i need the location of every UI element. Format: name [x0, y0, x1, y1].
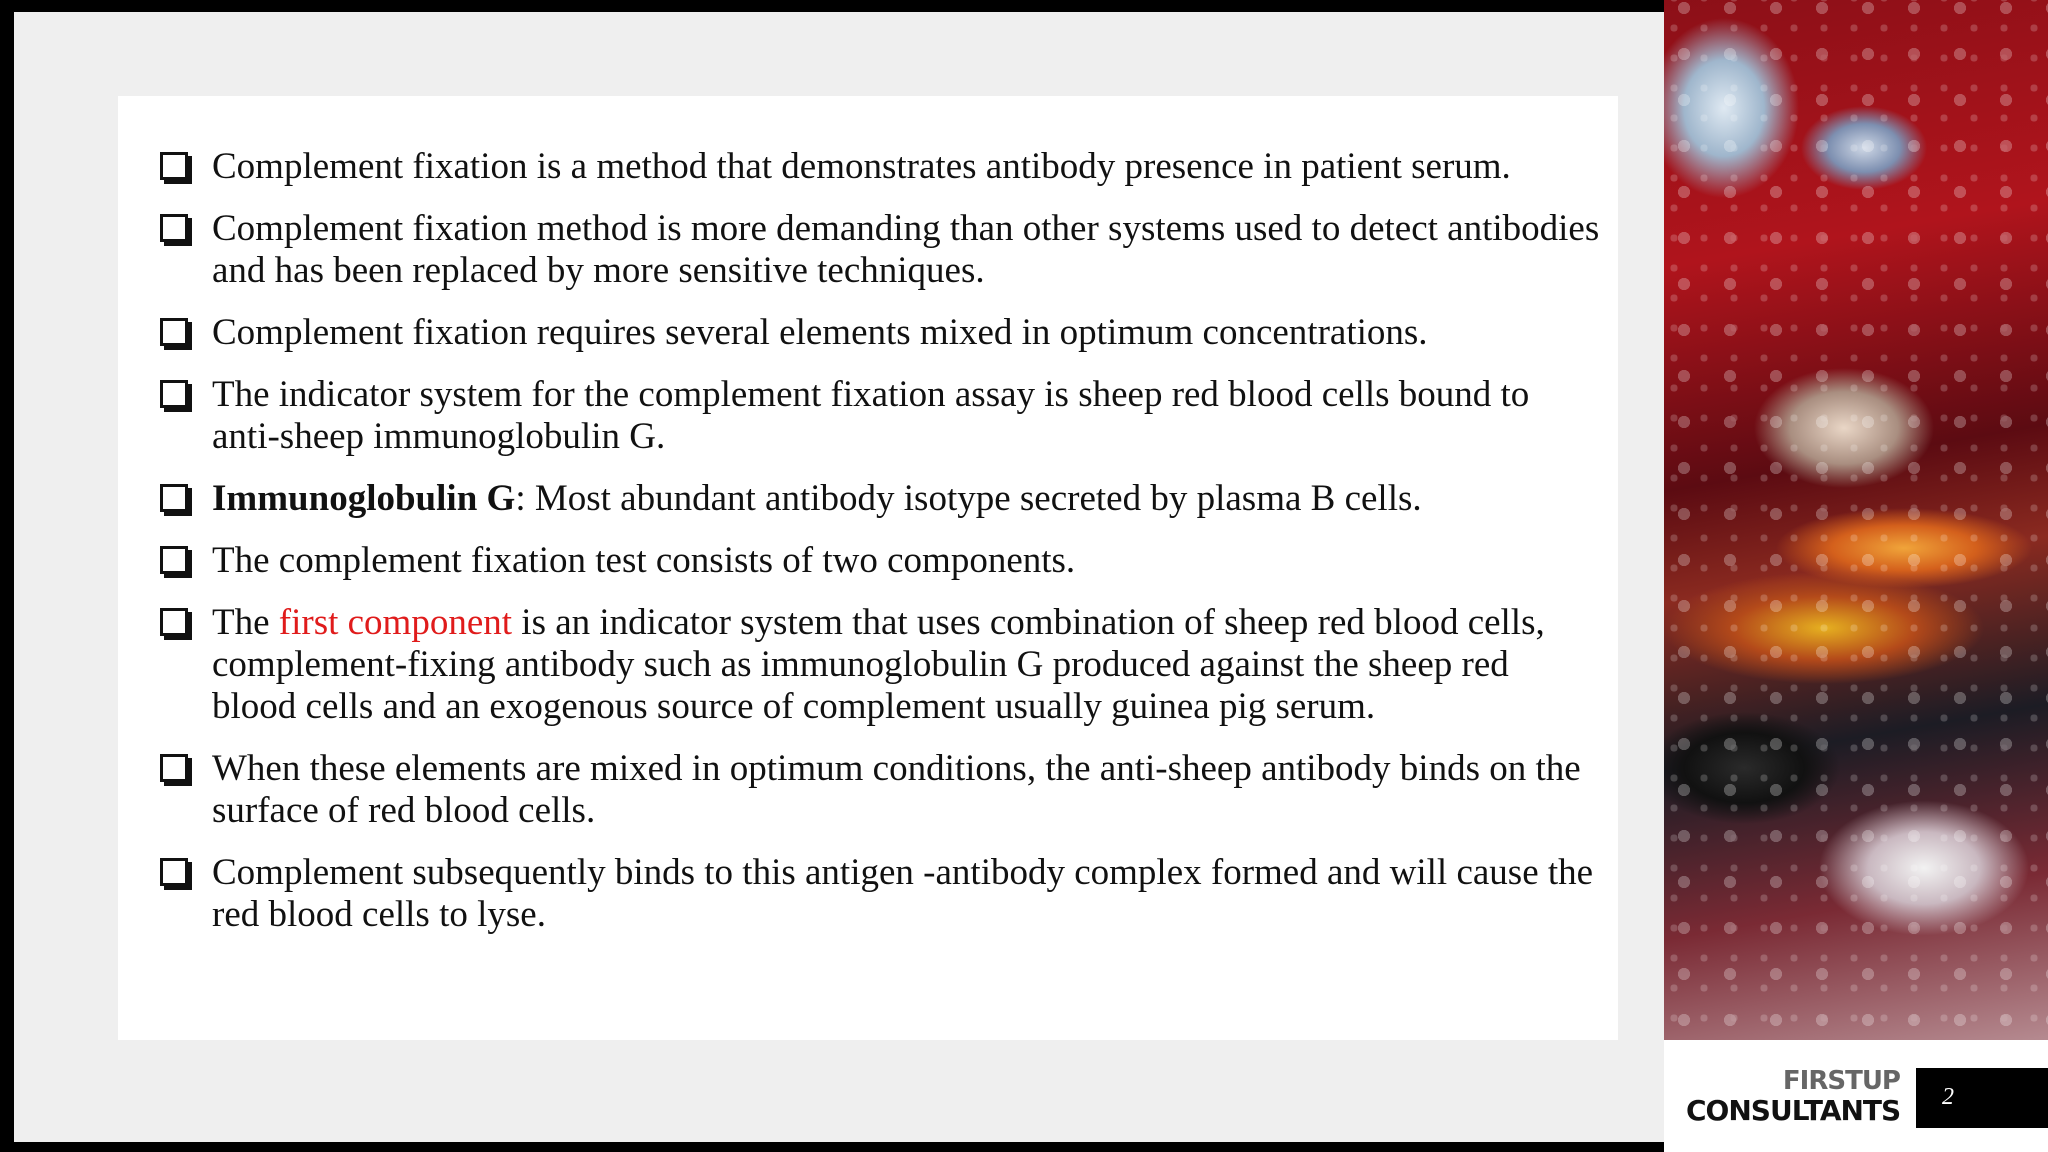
bullet-text: The indicator system for the complement fixation assay is sheep red blood cells bound to anti-sheep immunoglobulin G.: [212, 374, 1530, 457]
bottom-border: [0, 1142, 1664, 1152]
page-number: 2: [1942, 1084, 1954, 1110]
bullet-item: [160, 208, 1600, 292]
content-card: [118, 96, 1618, 1040]
bullet-item: [160, 748, 1600, 832]
bullet-item: [160, 478, 1600, 520]
hollow-square-icon: [160, 152, 188, 180]
bullet-item: [160, 374, 1600, 458]
bullet-text: : Most abundant antibody isotype secreted by plasma B cells.: [515, 478, 1422, 519]
hollow-square-icon: [160, 214, 188, 242]
hollow-square-icon: [160, 858, 188, 886]
highlighted-text: first component: [278, 602, 513, 643]
logo-line-1: FIRSTUP: [1782, 1066, 1900, 1096]
bullet-text: When these elements are mixed in optimum conditions, the anti-sheep antibody binds on the surface of red blood cells.: [212, 748, 1581, 831]
hollow-square-icon: [160, 380, 188, 408]
hollow-square-icon: [160, 484, 188, 512]
bullet-text: The complement fixation test consists of two components.: [212, 540, 1076, 581]
bullet-item: [160, 602, 1600, 728]
page-number-box: [1916, 1068, 2048, 1128]
bullet-text: The: [212, 602, 279, 643]
bullet-item: [160, 312, 1600, 354]
hollow-square-icon: [160, 754, 188, 782]
logo-line-2: CONSULTANTS: [1686, 1094, 1901, 1127]
hollow-square-icon: [160, 318, 188, 346]
bullet-item: [160, 146, 1600, 188]
bullet-text: Complement subsequently binds to this antigen -antibody complex formed and will cause the red blood cells to lyse.: [212, 852, 1594, 935]
bullet-term: Immunoglobulin G: [212, 478, 516, 519]
hollow-square-icon: [160, 546, 188, 574]
bullet-item: [160, 852, 1600, 936]
bullet-list: [160, 146, 1600, 956]
art-texture: [1664, 0, 2048, 1040]
hollow-square-icon: [160, 608, 188, 636]
bullet-text: Complement fixation is a method that demonstrates antibody presence in patient serum.: [212, 146, 1511, 187]
bullet-item: [160, 540, 1600, 582]
decorative-art-panel: [1664, 0, 2048, 1040]
company-logo: [1686, 1066, 1900, 1126]
bullet-text: is an indicator system that uses combination of sheep red blood cells, complement-fixing antibody such as immunoglobulin G produced against the sheep red blood cells and an exogenous source of complement usually guinea pig serum.: [212, 602, 1545, 727]
bullet-text: Complement fixation method is more demanding than other systems used to detect antibodies and has been replaced by more sensitive techniques.: [212, 208, 1600, 291]
bullet-text: Complement fixation requires several elements mixed in optimum concentrations.: [212, 312, 1428, 353]
